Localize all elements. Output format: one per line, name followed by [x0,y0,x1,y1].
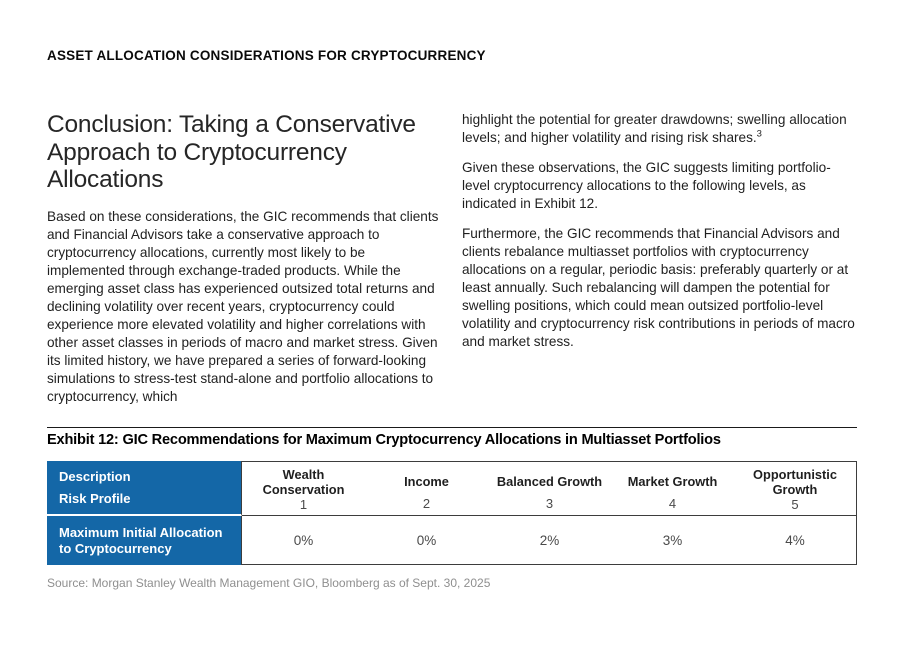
table-row-label [47,516,242,565]
table-corner-cell [47,461,242,516]
exhibit-title: Exhibit 12: GIC Recommendations for Maximum Cryptocurrency Allocations in Multiasset Portfolios [47,432,721,448]
table-corner-top-label: Description [59,469,131,484]
column-header-name: Market Growth [627,474,718,489]
table-value-cell: 2% [488,516,611,565]
table-value-cell: 3% [611,516,734,565]
table-column-header [734,461,857,516]
table-value-cell: 4% [734,516,857,565]
table-column-header [242,461,365,516]
source-note: Source: Morgan Stanley Wealth Management GIO, Bloomberg as of Sept. 30, 2025 [47,576,491,590]
body-paragraph: Based on these considerations, the GIC recommends that clients and Financial Advisors take a conservative approach to cryptocurrency allocations, currently most likely to be implemented through exchange-traded products. While the emerging asset class has experienced outsized total returns and declining volatility over recent years, cryptocurrency could experience more elevated volatility and higher correlations with other asset classes in periods of macro and market stress. Given its limited history, we have prepared a series of forward-looking simulations to stress-test stand-alone and portfolio allocations to cryptocurrency, which [47,208,439,404]
article-right-column [462,111,856,417]
column-header-number: 1 [299,497,308,512]
page-header-kicker: ASSET ALLOCATION CONSIDERATIONS FOR CRYPTOCURRENCY [47,48,486,63]
table-value-cell: 0% [365,516,488,565]
table-column-header [365,461,488,516]
footnote-marker: 3 [756,128,762,140]
column-header-number: 4 [668,496,677,511]
body-paragraph [462,111,856,147]
section-title: Conclusion: Taking a Conservative Approach to Cryptocurrency Allocations [47,111,416,193]
table-column-header [611,461,734,516]
exhibit-divider-rule [47,427,857,428]
allocation-table [47,461,857,565]
table-column-header [488,461,611,516]
body-paragraph: Given these observations, the GIC suggests limiting portfolio-level cryptocurrency allocations to the following levels, as indicated in Exhibit 12. [462,160,831,211]
column-header-number: 3 [545,496,554,511]
article-left-column [47,111,446,417]
table-corner-bottom-label: Risk Profile [59,491,131,506]
column-header-name: Opportunistic Growth [753,467,837,497]
column-header-name: Income [404,474,449,489]
column-header-number: 2 [422,496,431,511]
row-label-text: Maximum Initial Allocation to Cryptocurrency [59,525,223,556]
body-paragraph: Furthermore, the GIC recommends that Financial Advisors and clients rebalance multiasset portfolios with cryptocurrency allocations on a regular, periodic basis: preferably quarterly or at least annually. Such rebalancing will dampen the potential for swelling positions, which could mean outsized portfolio-level volatility and cryptocurrency risk contributions in periods of macro and market stress. [462,226,855,349]
column-header-name: Balanced Growth [496,474,603,489]
table-value-cell: 0% [242,516,365,565]
column-header-name: Wealth Conservation [262,467,345,497]
article-columns [47,111,856,417]
paragraph-text: highlight the potential for greater drawdowns; swelling allocation levels; and higher volatility and rising risk shares. [462,112,847,145]
column-header-number: 5 [791,497,799,512]
